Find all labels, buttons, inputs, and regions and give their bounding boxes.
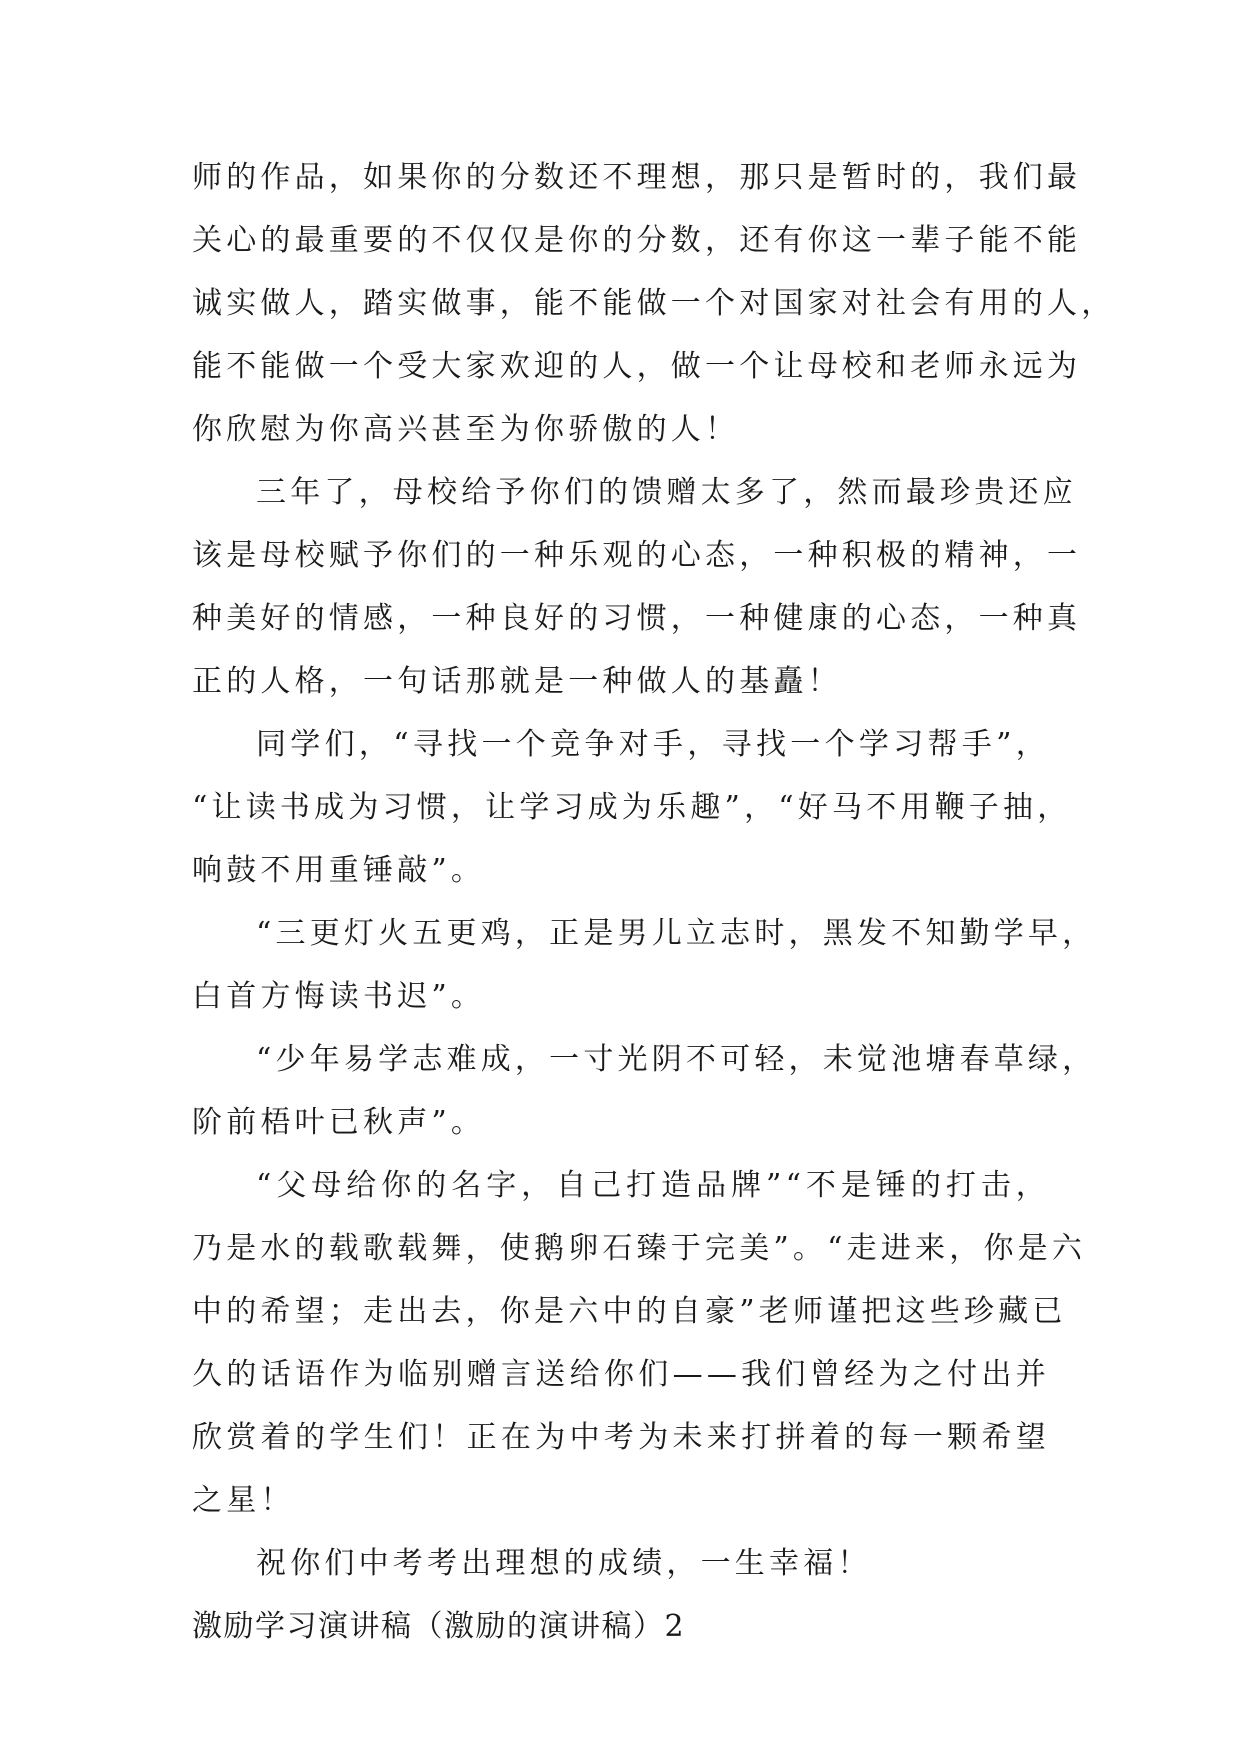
text-line: “三更灯火五更鸡，正是男儿立志时，黑发不知勤学早， xyxy=(256,916,1097,951)
paragraph xyxy=(192,1028,1097,1154)
text-line: 师的作品，如果你的分数还不理想，那只是暂时的，我们最 xyxy=(192,160,1082,195)
paragraph xyxy=(192,146,1116,461)
text-line: “父母给你的名字，自己打造品牌”“不是锤的打击， xyxy=(256,1168,1050,1203)
document-page xyxy=(192,146,1116,1658)
text-line: 同学们，“寻找一个竞争对手，寻找一个学习帮手”， xyxy=(256,727,1050,762)
text-line: 白首方悔读书迟”。 xyxy=(192,979,486,1014)
text-line: “让读书成为习惯，让学习成为乐趣”，“好马不用鞭子抽， xyxy=(192,790,1072,825)
text-line: 祝你们中考考出理想的成绩，一生幸福！ xyxy=(256,1546,872,1581)
text-line: 正的人格，一句话那就是一种做人的基矗！ xyxy=(192,664,842,699)
paragraph xyxy=(192,1154,1087,1532)
text-line: 该是母校赋予你们的一种乐观的心态，一种积极的精神，一 xyxy=(192,538,1082,573)
text-line: 能不能做一个受大家欢迎的人，做一个让母校和老师永远为 xyxy=(192,349,1082,384)
paragraph xyxy=(192,713,1072,902)
paragraph xyxy=(192,902,1097,1028)
section-heading: 激励学习演讲稿（激励的演讲稿）2 xyxy=(192,1609,686,1644)
text-line: 之星！ xyxy=(192,1483,295,1518)
paragraph xyxy=(192,1532,1050,1595)
text-line: 三年了，母校给予你们的馈赠太多了，然而最珍贵还应 xyxy=(256,475,1077,510)
text-line: 欣赏着的学生们！正在为中考为未来打拼着的每一颗希望 xyxy=(192,1420,1050,1455)
text-line: 诚实做人，踏实做事，能不能做一个对国家对社会有用的人， xyxy=(192,286,1116,321)
text-line: 阶前梧叶已秋声”。 xyxy=(192,1105,486,1140)
text-line: 乃是水的载歌载舞，使鹅卵石臻于完美”。“走进来，你是六 xyxy=(192,1231,1087,1266)
text-line: 关心的最重要的不仅仅是你的分数，还有你这一辈子能不能 xyxy=(192,223,1082,258)
text-line: 久的话语作为临别赠言送给你们——我们曾经为之付出并 xyxy=(192,1357,1050,1392)
paragraph xyxy=(192,461,1082,713)
text-line: 中的希望；走出去，你是六中的自豪”老师谨把这些珍藏已 xyxy=(192,1294,1067,1329)
text-line: 种美好的情感，一种良好的习惯，一种健康的心态，一种真 xyxy=(192,601,1082,636)
text-line: 你欣慰为你高兴甚至为你骄傲的人！ xyxy=(192,412,740,447)
text-line: 响鼓不用重锤敲”。 xyxy=(192,853,486,888)
text-line: “少年易学志难成，一寸光阴不可轻，未觉池塘春草绿， xyxy=(256,1042,1097,1077)
